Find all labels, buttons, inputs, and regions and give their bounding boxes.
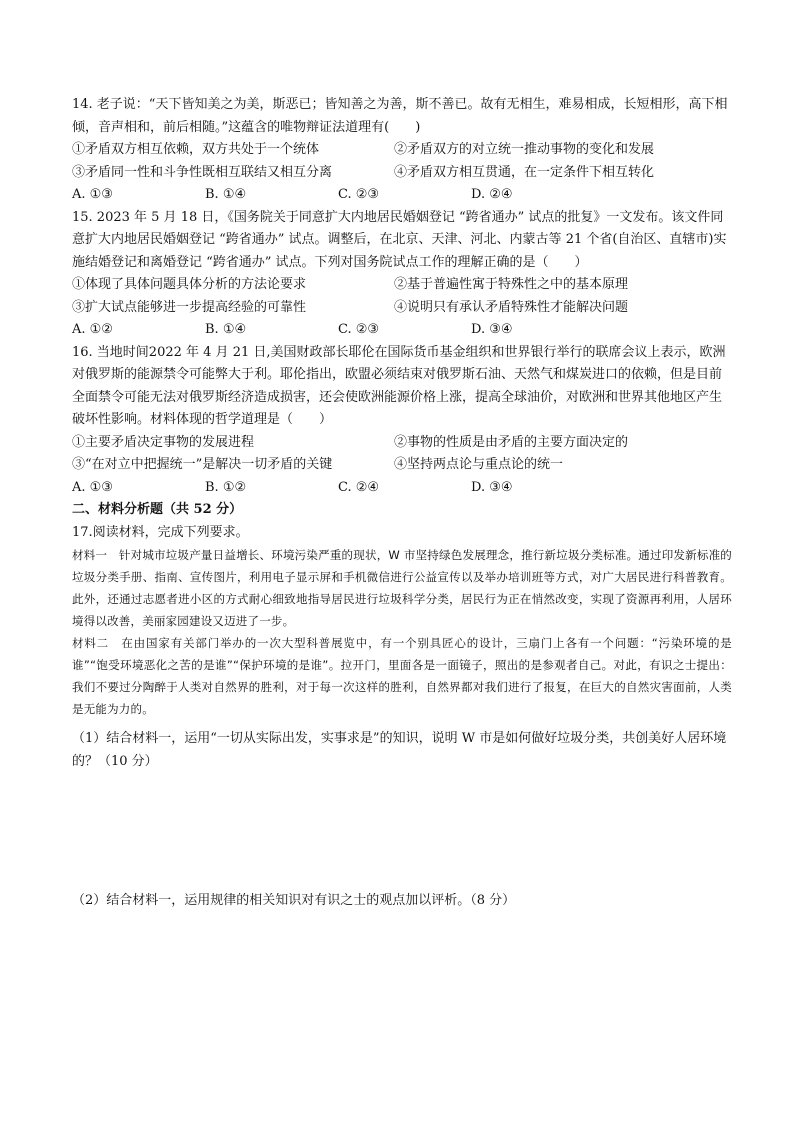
question-14-answer-a: A. ①③	[72, 187, 113, 202]
question-16-options-row-2	[72, 454, 732, 477]
question-15-option-4: ④说明只有承认矛盾特殊性才能解决问题	[394, 299, 629, 315]
question-14-options-row-1	[72, 139, 732, 162]
question-14-options-row-2	[72, 162, 732, 185]
question-16-option-1: ①主要矛盾决定事物的发展进程	[72, 434, 255, 450]
question-16-option-2: ②事物的性质是由矛盾的主要方面决定的	[394, 434, 629, 450]
question-16-stem: 16. 当地时间2022 年 4 月 21 日,美国财政部长耶伦在国际货币基金组织和世界银行举行的联席会议上表示，欧洲对俄罗斯的能源禁令可能弊大于利。耶伦指出，欧盟必须结束对俄罗斯石油、天然气和煤炭进口的依赖，但是目前全面禁令可能无法对俄罗斯经济造成损害，还会使欧洲能源价格上涨，提高全球油价，对欧洲和世界其他地区产生破坏性影响。材料体现的哲学道理是（ ）	[72, 344, 726, 427]
material-1: 材料一 针对城市垃圾产量日益增长、环境污染严重的现状，W 市坚持绿色发展理念，推行新垃圾分类标准。通过印发新标准的垃圾分类手册、指南、宣传图片，利用电子显示屏和手机微信进行公益宣传以及举办培训班等方式，对广大居民进行科普教育。此外，还通过志愿者进小区的方式耐心细致地指导居民进行垃圾科学分类，居民行为正在悄然改变，实现了资源再利用，人居环境得以改善，美丽家园建设又迈进了一步。	[72, 548, 732, 628]
question-14-option-3: ③矛盾同一性和斗争性既相互联结又相互分离	[72, 164, 333, 180]
question-16-options-row-1	[72, 432, 732, 455]
question-15-answers	[72, 319, 732, 342]
question-15	[72, 207, 732, 342]
question-14-answer-c: C. ②③	[338, 187, 380, 202]
question-16-answers	[72, 477, 732, 500]
question-15-stem: 15. 2023 年 5 月 18 日，《国务院关于同意扩大内地居民婚姻登记 “跨省通办” 试点的批复》一文发布。该文件同意扩大内地居民婚姻登记 “跨省通办” 试点。调整后，在北京、天津、河北、内蒙古等 21 个省(自治区、直辖市)实施结婚登记和离婚登记 “跨省通办” 试点。下列对国务院试点工作的理解正确的是（ ）	[72, 209, 727, 270]
question-15-option-2: ②基于普遍性寓于特殊性之中的基本原理	[394, 277, 629, 292]
question-15-options-row-2	[72, 297, 732, 320]
question-14-answer-b: B. ①④	[205, 187, 247, 202]
question-16-answer-b: B. ①②	[205, 479, 247, 495]
question-14-option-4: ④矛盾双方相互贯通，在一定条件下相互转化	[394, 164, 655, 180]
question-14-option-2: ②矛盾双方的对立统一推动事物的变化和发展	[394, 142, 655, 157]
question-16-answer-d: D. ③④	[471, 479, 513, 495]
question-15-answer-c: C. ②③	[338, 322, 380, 337]
question-14-option-1: ①矛盾双方相互依赖，双方共处于一个统体	[72, 142, 320, 157]
question-16-answer-a: A. ①③	[72, 479, 113, 495]
question-15-option-1: ①体现了具体问题具体分析的方法论要求	[72, 277, 307, 292]
question-15-options-row-1	[72, 274, 732, 297]
question-14	[72, 94, 732, 207]
question-17-part-1: （1）结合材料一，运用“一切从实际出发，实事求是”的知识，说明 W 市是如何做好垃圾分类，共创美好人居环境的？（10 分）	[72, 731, 727, 769]
question-16-answer-c: C. ②④	[338, 479, 380, 495]
question-16-option-3: ③“在对立中把握统一”是解决一切矛盾的关键	[72, 457, 333, 472]
question-15-answer-d: D. ③④	[471, 322, 513, 337]
question-14-answer-d: D. ②④	[471, 187, 513, 202]
question-17-part-2: （2）结合材料一，运用规律的相关知识对有识之士的观点加以评析。（8 分）	[72, 893, 516, 908]
question-16	[72, 342, 732, 500]
section-2-title: 二、材料分析题（共 52 分）	[72, 502, 243, 517]
question-15-answer-b: B. ①④	[205, 322, 247, 337]
question-15-option-3: ③扩大试点能够进一步提高经验的可靠性	[72, 299, 307, 315]
question-14-stem: 14. 老子说：“天下皆知美之为美，斯恶已；皆知善之为善，斯不善已。故有无相生，难易相成，长短相形，高下相倾，音声相和，前后相随。”这蕴含的唯物辩证法道理有( )	[72, 97, 728, 135]
material-2: 材料二 在由国家有关部门举办的一次大型科普展览中，有一个别具匠心的设计，三扇门上各有一个问题：“污染环境的是谁”“饱受环境恶化之苦的是谁”“保护环境的是谁”。拉开门，里面各是一面镜子，照出的是参观者自己。对此，有识之士提出：我们不要过分陶醉于人类对自然界的胜利，对于每一次这样的胜利，自然界都对我们进行了报复，在巨大的自然灾害面前，人类是无能为力的。	[72, 636, 732, 716]
question-15-answer-a: A. ①②	[72, 322, 113, 337]
question-17-intro: 17.阅读材料，完成下列要求。	[72, 524, 249, 540]
question-16-option-4: ④坚持两点论与重点论的统一	[394, 457, 564, 472]
exam-page	[72, 94, 732, 908]
question-14-answers	[72, 184, 732, 207]
